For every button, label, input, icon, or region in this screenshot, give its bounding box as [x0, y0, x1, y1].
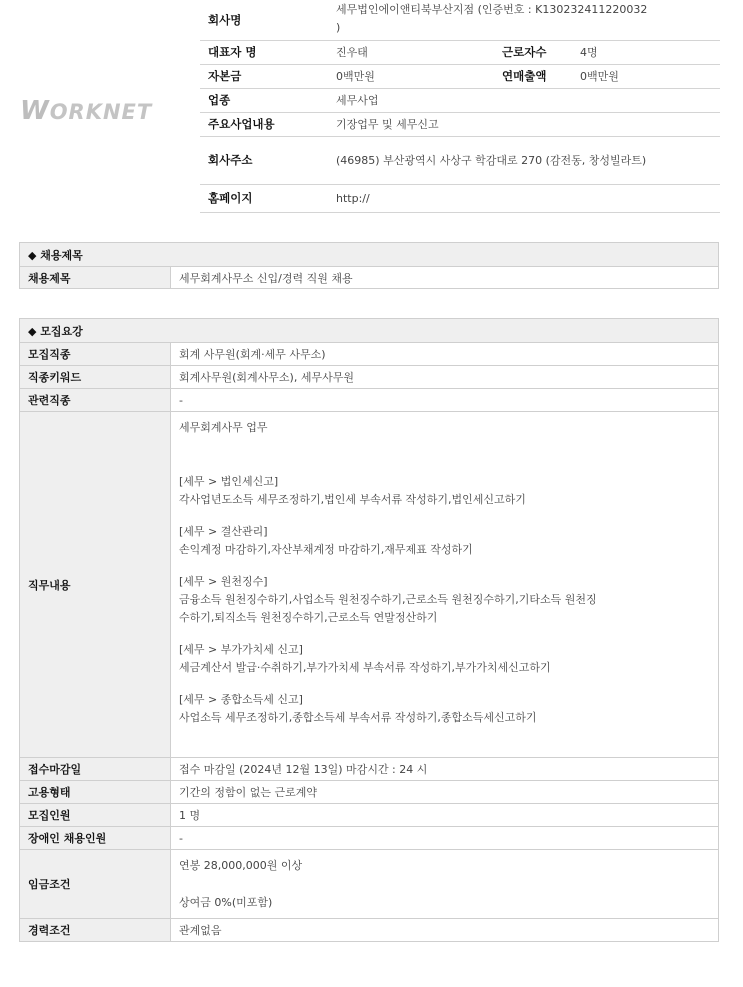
disabled-label: 장애인 채용인원 — [20, 827, 171, 850]
keyword-row — [20, 366, 719, 389]
duty-group-line: 사업소득 세무조정하기,종합소득세 부속서류 작성하기,종합소득세신고하기 — [179, 711, 537, 724]
company-name-value — [328, 0, 720, 40]
company-name-line1: 세무법인에이앤티북부산지점 (인증번호 : K130232411220032 — [336, 3, 648, 16]
duty-row — [20, 412, 719, 758]
business-label: 주요사업내용 — [200, 112, 328, 136]
recruit-requirements-section — [19, 318, 719, 942]
duty-group-title: [세무 > 부가가치세 신고] — [179, 643, 303, 656]
headcount-row — [20, 804, 719, 827]
disabled-row — [20, 827, 719, 850]
industry-value: 세무사업 — [328, 88, 720, 112]
industry-row — [200, 88, 720, 112]
disabled-value: - — [171, 827, 719, 850]
logo-text: ORKNET — [49, 100, 153, 124]
duty-group-line: 수하기,퇴직소득 원천징수하기,근로소득 연말정산하기 — [179, 611, 438, 624]
homepage-label: 홈페이지 — [200, 184, 328, 212]
career-label: 경력조건 — [20, 919, 171, 942]
duty-label: 직무내용 — [20, 412, 171, 758]
duty-content — [171, 412, 719, 758]
duty-group-title: [세무 > 종합소득세 신고] — [179, 693, 303, 706]
requirements-header: ◆ 모집요강 — [20, 319, 719, 343]
employment-value: 기간의 정함이 없는 근로계약 — [171, 781, 719, 804]
career-value: 관계없음 — [171, 919, 719, 942]
deadline-row — [20, 758, 719, 781]
deadline-label: 접수마감일 — [20, 758, 171, 781]
wage-label: 임금조건 — [20, 850, 171, 919]
duty-group-title: [세무 > 원천징수] — [179, 575, 268, 588]
related-label: 관련직종 — [20, 389, 171, 412]
duty-group — [179, 473, 710, 509]
wage-bonus: 상여금 0%(미포함) — [179, 896, 273, 909]
recruit-title-section — [19, 242, 719, 289]
keyword-label: 직종키워드 — [20, 366, 171, 389]
capital-label: 자본금 — [200, 64, 328, 88]
ceo-label: 대표자 명 — [200, 40, 328, 64]
ceo-value: 진우태 — [328, 40, 494, 64]
company-name-row — [200, 0, 720, 40]
duty-group-title: [세무 > 법인세신고] — [179, 475, 279, 488]
recruit-title-value: 세무회계사무소 신입/경력 직원 채용 — [171, 267, 719, 289]
job-type-row — [20, 343, 719, 366]
keyword-value: 회계사무원(회계사무소), 세무사무원 — [171, 366, 719, 389]
industry-label: 업종 — [200, 88, 328, 112]
capital-value: 0백만원 — [328, 64, 494, 88]
recruit-title-label: 채용제목 — [20, 267, 171, 289]
sales-label: 연매출액 — [494, 64, 572, 88]
employment-row — [20, 781, 719, 804]
deadline-value: 접수 마감일 (2024년 12월 13일) 마감시간 : 24 시 — [171, 758, 719, 781]
related-row — [20, 389, 719, 412]
employees-label: 근로자수 — [494, 40, 572, 64]
address-value: (46985) 부산광역시 사상구 학감대로 270 (감전동, 창성빌라트) — [328, 136, 720, 184]
headcount-label: 모집인원 — [20, 804, 171, 827]
duty-group-line: 손익계정 마감하기,자산부채계정 마감하기,재무제표 작성하기 — [179, 543, 473, 556]
address-label: 회사주소 — [200, 136, 328, 184]
duty-group-line: 세금계산서 발급·수취하기,부가가치세 부속서류 작성하기,부가가치세신고하기 — [179, 661, 551, 674]
business-value: 기장업무 및 세무신고 — [328, 112, 720, 136]
wage-value — [171, 850, 719, 919]
address-row — [200, 136, 720, 184]
logo-w: W — [20, 96, 50, 126]
duty-group-title: [세무 > 결산관리] — [179, 525, 268, 538]
company-name-label: 회사명 — [200, 0, 328, 40]
worknet-logo — [20, 96, 152, 126]
duty-group-line: 각사업년도소득 세무조정하기,법인세 부속서류 작성하기,법인세신고하기 — [179, 493, 526, 506]
duty-group-line: 금융소득 원천징수하기,사업소득 원천징수하기,근로소득 원천징수하기,기타소득 원천징 — [179, 593, 597, 606]
job-type-value: 회계 사무원(회계·세무 사무소) — [171, 343, 719, 366]
business-row — [200, 112, 720, 136]
homepage-row — [200, 184, 720, 212]
duty-group — [179, 523, 710, 559]
headcount-value: 1 명 — [171, 804, 719, 827]
recruit-title-header: ◆ 채용제목 — [20, 243, 719, 267]
homepage-link[interactable]: http:// — [328, 184, 720, 212]
sales-value: 0백만원 — [572, 64, 720, 88]
job-type-label: 모집직종 — [20, 343, 171, 366]
duty-group — [179, 573, 710, 627]
capital-row — [200, 64, 720, 88]
wage-row — [20, 850, 719, 919]
ceo-row — [200, 40, 720, 64]
duty-intro: 세무회계사무 업무 — [179, 421, 268, 434]
wage-annual: 연봉 28,000,000원 이상 — [179, 859, 303, 872]
employees-value: 4명 — [572, 40, 720, 64]
duty-group — [179, 641, 710, 677]
company-name-line2: ) — [336, 21, 341, 34]
employment-label: 고용형태 — [20, 781, 171, 804]
career-row — [20, 919, 719, 942]
duty-group — [179, 691, 710, 727]
related-value: - — [171, 389, 719, 412]
company-info-table — [200, 0, 720, 213]
